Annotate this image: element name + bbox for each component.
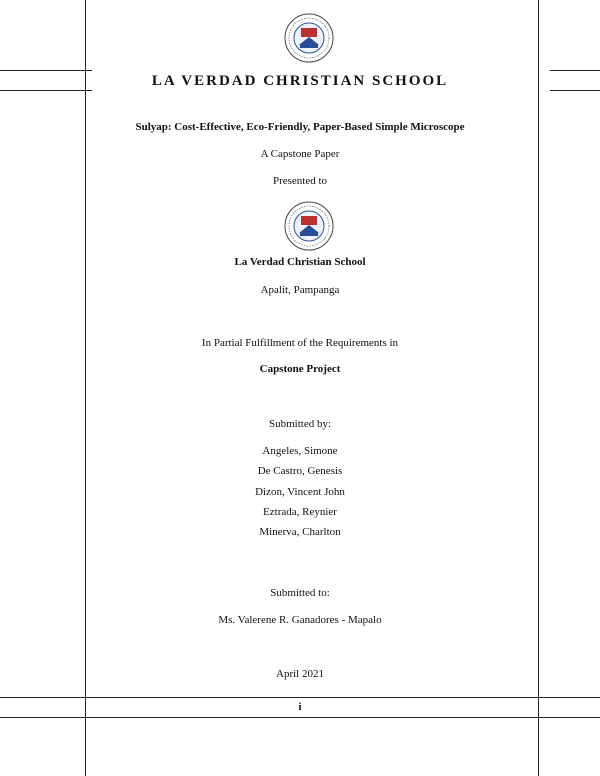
header-rule-bottom-left [0,90,92,91]
document-type: A Capstone Paper [260,148,340,160]
submission-date: April 2021 [276,668,324,680]
header-rule-top-left [0,70,92,71]
footer-rule-top [0,697,600,698]
left-margin-line [85,0,86,776]
submitted-to-label: Submitted to: [270,587,330,599]
right-margin-line [538,0,539,776]
school-seal-middle [283,201,335,251]
school-name-header: LA VERDAD CHRISTIAN SCHOOL [151,73,449,89]
author-name: Angeles, Simone [262,445,338,457]
institution-location: Apalit, Pampanga [260,284,340,296]
footer-rule-bottom [0,717,600,718]
author-name: De Castro, Genesis [257,465,343,477]
header-rule-top-right [550,70,600,71]
institution-name: La Verdad Christian School [234,256,366,268]
author-name: Minerva, Charlton [259,526,341,538]
adviser-name: Ms. Valerene R. Ganadores - Mapalo [218,614,382,626]
page-number: i [298,701,302,713]
presented-to-label: Presented to [272,175,328,187]
paper-title: Sulyap: Cost-Effective, Eco-Friendly, Paper-Based Simple Microscope [135,121,465,133]
school-seal-top [284,13,334,63]
fulfillment-text: In Partial Fulfillment of the Requirements in [201,337,399,349]
submitted-by-label: Submitted by: [268,418,332,430]
header-rule-bottom-right [550,90,600,91]
author-name: Eztrada, Reynier [263,506,337,518]
author-name: Dizon, Vincent John [255,486,345,498]
course-name: Capstone Project [259,363,341,375]
